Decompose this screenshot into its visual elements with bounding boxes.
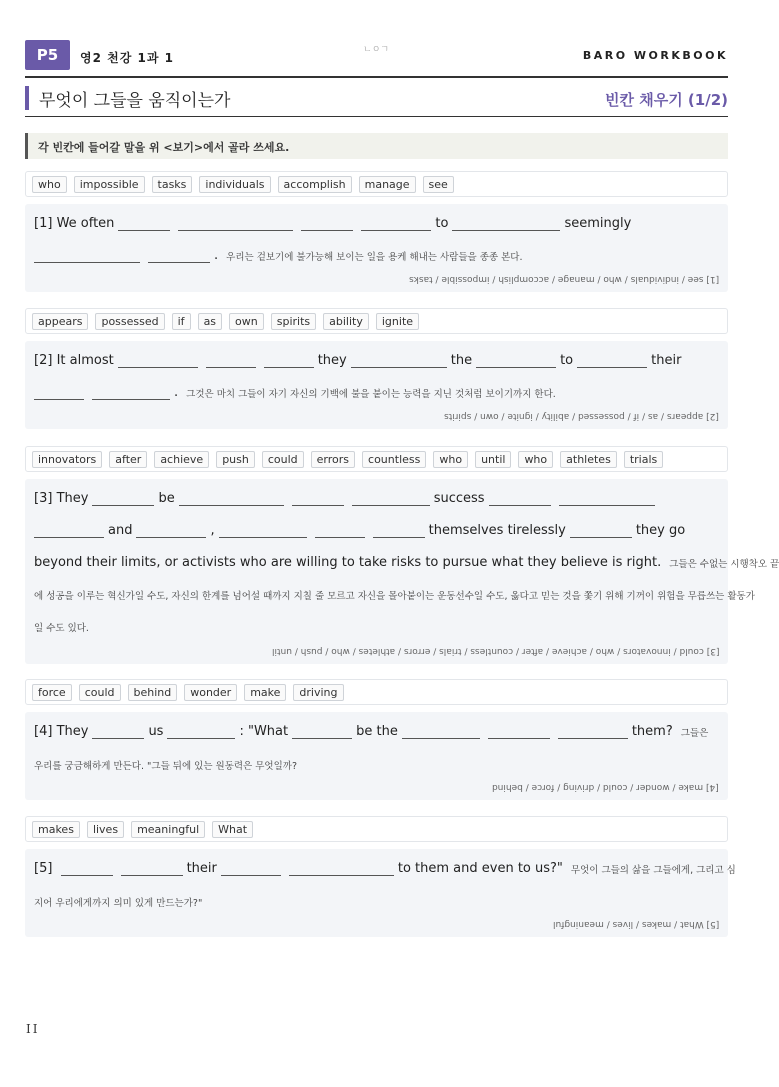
blank[interactable] xyxy=(315,523,365,538)
question-number: [2] xyxy=(34,353,53,368)
brand-label: BARO WORKBOOK xyxy=(582,49,728,62)
word-chip: driving xyxy=(293,684,343,701)
translation: 지어 우리에게까지 의미 있게 만드는가?" xyxy=(34,898,203,909)
blank[interactable] xyxy=(148,248,210,263)
blank[interactable] xyxy=(402,724,480,739)
blank[interactable] xyxy=(361,216,431,231)
sentence-text: their xyxy=(186,861,217,876)
translation: 일 수도 있다. xyxy=(34,623,89,634)
title-divider xyxy=(25,116,728,117)
instruction-text: 각 빈칸에 들어갈 말을 위 <보기>에서 골라 쓰세요. xyxy=(38,141,290,154)
sentence-text: to them and even to us?" xyxy=(397,861,563,876)
page-title: 무엇이 그들을 움직이는가 xyxy=(39,91,231,111)
sentence-text: they xyxy=(317,353,347,368)
sentence-text: be the xyxy=(356,724,398,739)
word-chip: innovators xyxy=(32,451,102,468)
sentence-text: themselves tirelessly xyxy=(428,523,566,538)
sentence-text: : "What xyxy=(239,724,289,739)
blank[interactable] xyxy=(92,385,170,400)
sentence-text: be xyxy=(158,491,175,506)
blank[interactable] xyxy=(351,353,447,368)
blank[interactable] xyxy=(136,523,206,538)
blank[interactable] xyxy=(488,724,550,739)
blank[interactable] xyxy=(476,353,556,368)
word-bank-3 xyxy=(25,446,728,472)
word-chip: appears xyxy=(32,313,88,330)
sentence-text: the xyxy=(450,353,473,368)
sentence-text: to xyxy=(435,216,449,231)
blank[interactable] xyxy=(292,724,352,739)
answer-key-4: [4] make / wonder / could / driving / force / behind xyxy=(492,782,719,792)
blank[interactable] xyxy=(92,724,144,739)
sentence-text: them? xyxy=(631,724,673,739)
sentence-text: they go xyxy=(635,523,686,538)
question-number: [1] xyxy=(34,216,53,231)
blank[interactable] xyxy=(452,216,560,231)
word-chip: push xyxy=(216,451,255,468)
translation: 그것은 마치 그들이 자기 자신의 기백에 불을 붙이는 능력을 지닌 것처럼 보이기까지 한다. xyxy=(186,389,556,400)
word-chip: if xyxy=(172,313,191,330)
word-bank-2 xyxy=(25,308,728,334)
translation: 우리를 궁금해하게 만든다. "그들 뒤에 있는 원동력은 무엇일까? xyxy=(34,761,297,772)
blank[interactable] xyxy=(61,861,113,876)
answer-key-1: [1] see / individuals / who / manage / accomplish / impossible / tasks xyxy=(408,274,719,284)
translation: 무엇이 그들의 삶을 그들에게, 그리고 심 xyxy=(570,865,736,876)
word-chip: ignite xyxy=(376,313,419,330)
blank[interactable] xyxy=(206,353,256,368)
word-chip: who xyxy=(32,176,67,193)
title-accent xyxy=(25,86,29,110)
sentence-text: seemingly xyxy=(564,216,632,231)
word-chip: after xyxy=(109,451,147,468)
page-header xyxy=(25,40,728,70)
watermark: ㄴㅇㄱ xyxy=(363,45,390,55)
word-chip: makes xyxy=(32,821,80,838)
answer-key-2: [2] appears / as / if / possessed / ability / ignite / own / spirits xyxy=(444,411,719,421)
sentence-text: . xyxy=(214,248,219,263)
word-chip: ability xyxy=(323,313,369,330)
question-number: [4] xyxy=(34,724,53,739)
blank[interactable] xyxy=(219,523,307,538)
word-chip: manage xyxy=(359,176,416,193)
word-chip: impossible xyxy=(74,176,145,193)
blank[interactable] xyxy=(34,385,84,400)
instruction-box xyxy=(25,133,728,159)
word-chip: trials xyxy=(624,451,663,468)
word-chip: could xyxy=(79,684,121,701)
word-chip: behind xyxy=(128,684,178,701)
blank[interactable] xyxy=(292,491,344,506)
sentence-text: They xyxy=(56,491,89,506)
word-chip: as xyxy=(198,313,222,330)
word-chip: lives xyxy=(87,821,124,838)
word-bank-1 xyxy=(25,171,728,197)
blank[interactable] xyxy=(264,353,314,368)
sentence-text: It almost xyxy=(56,353,114,368)
q5-line-1 xyxy=(34,861,736,876)
page-badge: P5 xyxy=(25,40,70,70)
blank[interactable] xyxy=(352,491,430,506)
title-bar xyxy=(25,86,728,112)
sentence-text: They xyxy=(56,724,89,739)
word-chip: accomplish xyxy=(278,176,352,193)
blank[interactable] xyxy=(221,861,281,876)
sentence-text: and xyxy=(108,523,133,538)
word-chip: tasks xyxy=(152,176,193,193)
answer-key-5: [5] What / makes / lives / meaningful xyxy=(552,919,719,929)
sentence-text: . xyxy=(174,385,179,400)
translation: 그들은 수없는 시행착오 끝 xyxy=(669,559,779,570)
blank[interactable] xyxy=(34,248,140,263)
blank[interactable] xyxy=(34,523,104,538)
header-divider xyxy=(25,76,728,78)
word-chip: athletes xyxy=(560,451,617,468)
word-chip: countless xyxy=(362,451,426,468)
question-number: [5] xyxy=(34,861,53,876)
blank[interactable] xyxy=(118,216,170,231)
word-chip: make xyxy=(244,684,286,701)
word-chip: errors xyxy=(311,451,355,468)
word-chip: What xyxy=(212,821,253,838)
word-chip: who xyxy=(433,451,468,468)
sentence-text: their xyxy=(651,353,682,368)
translation: 우리는 겉보기에 불가능해 보이는 일을 용케 해내는 사람들을 종종 본다. xyxy=(226,252,523,263)
sentence-text: , xyxy=(210,523,215,538)
blank[interactable] xyxy=(301,216,353,231)
blank[interactable] xyxy=(92,491,154,506)
q4-line-1 xyxy=(34,724,708,739)
question-3 xyxy=(25,479,779,664)
sentence-text: us xyxy=(148,724,164,739)
question-number: [3] xyxy=(34,491,53,506)
blank[interactable] xyxy=(577,353,647,368)
word-chip: meaningful xyxy=(131,821,205,838)
q2-line-1 xyxy=(34,353,681,368)
question-2 xyxy=(25,341,728,429)
blank[interactable] xyxy=(179,491,284,506)
q3-line-2 xyxy=(34,523,685,538)
blank[interactable] xyxy=(559,491,655,506)
question-5 xyxy=(25,849,736,937)
blank[interactable] xyxy=(118,353,198,368)
word-chip: who xyxy=(518,451,553,468)
sentence-text: We often xyxy=(56,216,115,231)
word-chip: could xyxy=(262,451,304,468)
blank[interactable] xyxy=(489,491,551,506)
word-chip: spirits xyxy=(271,313,316,330)
word-chip: until xyxy=(475,451,511,468)
word-chip: achieve xyxy=(154,451,209,468)
q3-line-1 xyxy=(34,491,659,506)
q2-line-2 xyxy=(34,385,556,400)
q1-line-1 xyxy=(34,216,631,231)
translation: 그들은 xyxy=(680,728,709,739)
q1-line-2 xyxy=(34,248,522,263)
word-bank-5 xyxy=(25,816,728,842)
word-chip: force xyxy=(32,684,72,701)
word-chip: see xyxy=(423,176,454,193)
word-chip: individuals xyxy=(199,176,270,193)
sentence-text: beyond their limits, or activists who are willing to take risks to pursue what they believe is right. xyxy=(34,555,662,570)
blank[interactable] xyxy=(178,216,293,231)
q3-line-3 xyxy=(34,555,779,570)
page-number: II xyxy=(26,1022,40,1036)
word-bank-4 xyxy=(25,679,728,705)
section-title: 빈칸 채우기 (1/2) xyxy=(605,91,728,109)
word-chip: possessed xyxy=(95,313,164,330)
lesson-label: 영2 천강 1과 1 xyxy=(80,51,174,65)
blank[interactable] xyxy=(289,861,394,876)
blank[interactable] xyxy=(570,523,632,538)
question-1 xyxy=(25,204,728,292)
answer-key-3: [3] could / innovators / who / achieve / after / countless / trials / errors / athletes / who / push / until xyxy=(271,646,719,656)
word-chip: own xyxy=(229,313,264,330)
blank[interactable] xyxy=(558,724,628,739)
sentence-text: success xyxy=(433,491,485,506)
blank[interactable] xyxy=(121,861,183,876)
translation: 에 성공을 이루는 혁신가일 수도, 자신의 한계를 넘어설 때까지 지칠 줄 모르고 자신을 몰아붙이는 운동선수일 수도, 옳다고 믿는 것을 쫓기 위해 기꺼이 위험을 무릅쓰는 활동가 xyxy=(34,591,755,602)
blank[interactable] xyxy=(167,724,235,739)
word-chip: wonder xyxy=(184,684,237,701)
blank[interactable] xyxy=(373,523,425,538)
question-4 xyxy=(25,712,728,800)
sentence-text: to xyxy=(560,353,574,368)
